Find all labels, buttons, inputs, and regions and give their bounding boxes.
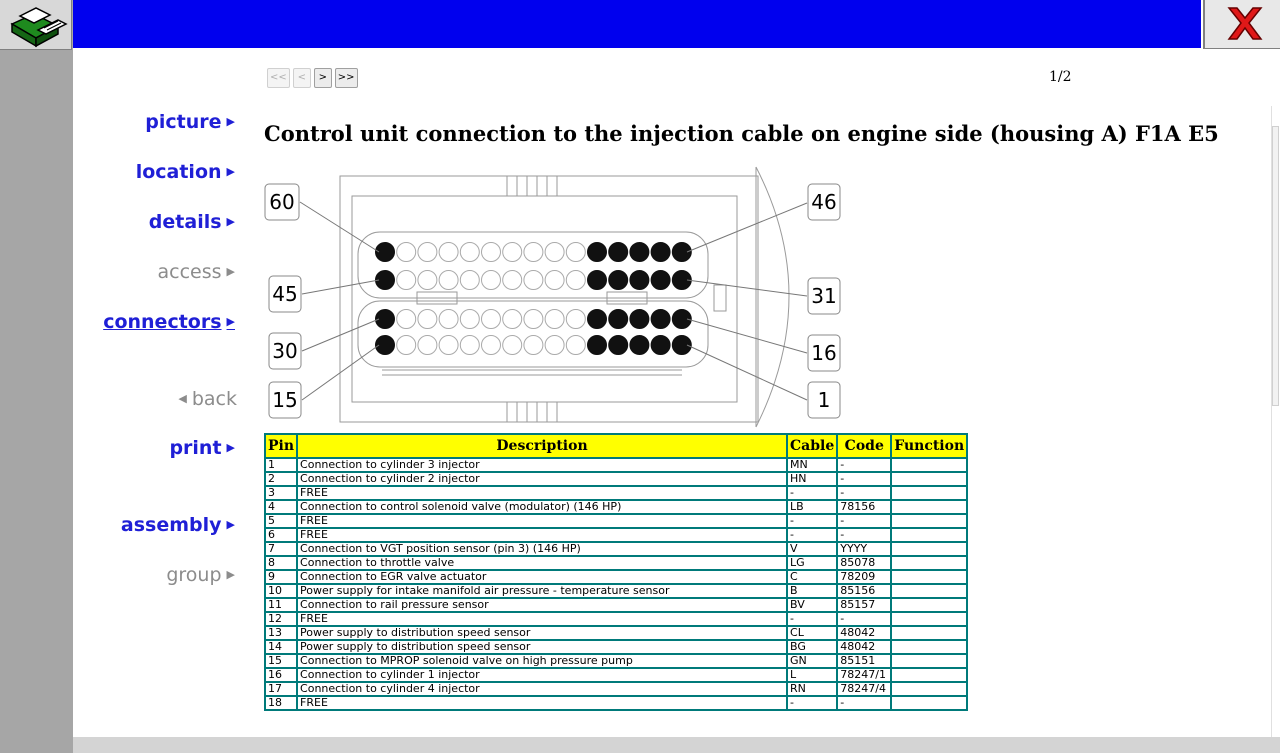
cell-description: Connection to control solenoid valve (modulator) (146 HP)	[297, 500, 787, 514]
cell-function	[891, 570, 967, 584]
col-cable: Cable	[787, 434, 837, 458]
cell-description: FREE	[297, 486, 787, 500]
cell-code: -	[837, 696, 891, 710]
cell-cable: RN	[787, 682, 837, 696]
cell-description: Connection to MPROP solenoid valve on high pressure pump	[297, 654, 787, 668]
table-row	[265, 528, 967, 542]
cell-cable: B	[787, 584, 837, 598]
cell-description: Connection to throttle valve	[297, 556, 787, 570]
cell-cable: HN	[787, 472, 837, 486]
col-function: Function	[891, 434, 967, 458]
cell-code: 48042	[837, 626, 891, 640]
cell-cable: -	[787, 486, 837, 500]
triangle-right-icon: ▶	[226, 568, 235, 581]
cell-function	[891, 640, 967, 654]
nav-label: location	[135, 161, 222, 183]
cell-pin: 17	[265, 682, 297, 696]
cell-code: -	[837, 472, 891, 486]
table-row	[265, 682, 967, 696]
cell-code: 85156	[837, 584, 891, 598]
cell-description: FREE	[297, 528, 787, 542]
table-row	[265, 556, 967, 570]
cell-pin: 16	[265, 668, 297, 682]
cell-pin: 11	[265, 598, 297, 612]
page-indicator: 1/2	[1049, 69, 1072, 85]
cell-function	[891, 654, 967, 668]
cell-description: FREE	[297, 612, 787, 626]
cell-description: FREE	[297, 514, 787, 528]
cell-function	[891, 472, 967, 486]
pin-label-15: 15	[272, 388, 298, 412]
pin-table	[264, 433, 968, 711]
cell-pin: 18	[265, 696, 297, 710]
cell-pin: 4	[265, 500, 297, 514]
cell-code: -	[837, 514, 891, 528]
table-header-row	[265, 434, 967, 458]
cell-code: 78247/1	[837, 668, 891, 682]
cell-pin: 13	[265, 626, 297, 640]
cell-cable: L	[787, 668, 837, 682]
cell-description: Connection to EGR valve actuator	[297, 570, 787, 584]
table-row	[265, 570, 967, 584]
page-title: Control unit connection to the injection cable on engine side (housing A) F1A E5	[264, 121, 1219, 146]
cell-cable: V	[787, 542, 837, 556]
cell-pin: 9	[265, 570, 297, 584]
prev-page-button[interactable]: <	[293, 68, 311, 88]
next-page-button[interactable]: >	[314, 68, 332, 88]
cell-function	[891, 668, 967, 682]
triangle-right-icon: ▶	[226, 215, 235, 228]
cell-cable: GN	[787, 654, 837, 668]
nav-label: details	[148, 211, 222, 233]
cell-function	[891, 682, 967, 696]
nav-label: picture	[145, 111, 222, 133]
cell-pin: 15	[265, 654, 297, 668]
nav-label: back	[191, 388, 237, 410]
triangle-right-icon: ▶	[226, 315, 235, 328]
pin-label-60: 60	[269, 190, 295, 214]
cell-cable: BG	[787, 640, 837, 654]
cell-pin: 7	[265, 542, 297, 556]
cell-code: 78209	[837, 570, 891, 584]
cell-function	[891, 514, 967, 528]
triangle-right-icon: ▶	[226, 518, 235, 531]
nav-label: assembly	[120, 514, 222, 536]
cell-cable: LB	[787, 500, 837, 514]
cell-code: 48042	[837, 640, 891, 654]
cell-function	[891, 612, 967, 626]
cell-code: -	[837, 528, 891, 542]
triangle-right-icon: ▶	[226, 441, 235, 454]
nav-label: print	[169, 437, 222, 459]
cell-description: Connection to rail pressure sensor	[297, 598, 787, 612]
triangle-right-icon: ▶	[226, 165, 235, 178]
cell-code: -	[837, 458, 891, 472]
cell-function	[891, 486, 967, 500]
table-row	[265, 640, 967, 654]
nav-label: group	[166, 564, 222, 586]
col-code: Code	[837, 434, 891, 458]
first-page-button[interactable]: <<	[267, 68, 290, 88]
table-row	[265, 542, 967, 556]
cell-function	[891, 500, 967, 514]
triangle-left-icon: ◀	[178, 392, 187, 405]
cell-pin: 6	[265, 528, 297, 542]
cell-description: Power supply to distribution speed sensor	[297, 640, 787, 654]
cell-pin: 5	[265, 514, 297, 528]
triangle-right-icon: ▶	[226, 115, 235, 128]
table-row	[265, 472, 967, 486]
col-pin: Pin	[265, 434, 297, 458]
cell-cable: -	[787, 696, 837, 710]
cell-description: Connection to cylinder 1 injector	[297, 668, 787, 682]
cell-code: -	[837, 612, 891, 626]
cell-pin: 2	[265, 472, 297, 486]
scrollbar-thumb[interactable]	[1272, 126, 1279, 406]
cell-description: Connection to cylinder 3 injector	[297, 458, 787, 472]
cell-function	[891, 528, 967, 542]
table-row	[265, 598, 967, 612]
cell-cable: C	[787, 570, 837, 584]
cell-description: Connection to cylinder 2 injector	[297, 472, 787, 486]
cell-cable: MN	[787, 458, 837, 472]
cell-cable: BV	[787, 598, 837, 612]
cell-description: Power supply for intake manifold air pressure - temperature sensor	[297, 584, 787, 598]
cell-function	[891, 598, 967, 612]
col-description: Description	[297, 434, 787, 458]
table-row	[265, 584, 967, 598]
pin-label-46: 46	[811, 190, 837, 214]
table-row	[265, 486, 967, 500]
nav-label: connectors	[103, 311, 222, 333]
cell-pin: 10	[265, 584, 297, 598]
horizontal-scrollbar[interactable]	[73, 737, 1280, 753]
table-row	[265, 500, 967, 514]
table-row	[265, 696, 967, 710]
pin-label-31: 31	[811, 284, 837, 308]
table-row	[265, 626, 967, 640]
cell-function	[891, 556, 967, 570]
cell-cable: -	[787, 612, 837, 626]
table-row	[265, 514, 967, 528]
triangle-right-icon: ▶	[226, 265, 235, 278]
cell-code: 85151	[837, 654, 891, 668]
table-row	[265, 654, 967, 668]
cell-function	[891, 584, 967, 598]
cell-pin: 12	[265, 612, 297, 626]
cell-function	[891, 626, 967, 640]
table-row	[265, 668, 967, 682]
cell-description: FREE	[297, 696, 787, 710]
cell-code: 78156	[837, 500, 891, 514]
cell-pin: 8	[265, 556, 297, 570]
cell-description: Power supply to distribution speed sensor	[297, 626, 787, 640]
cell-code: 78247/4	[837, 682, 891, 696]
cell-function	[891, 458, 967, 472]
table-row	[265, 612, 967, 626]
cell-code: YYYY	[837, 542, 891, 556]
last-page-button[interactable]: >>	[335, 68, 358, 88]
pin-label-1: 1	[817, 388, 831, 412]
cell-pin: 3	[265, 486, 297, 500]
cell-function	[891, 542, 967, 556]
pin-label-16: 16	[811, 341, 837, 365]
pin-label-45: 45	[272, 282, 298, 306]
cell-code: -	[837, 486, 891, 500]
cell-cable: LG	[787, 556, 837, 570]
pin-label-30: 30	[272, 339, 298, 363]
cell-description: Connection to VGT position sensor (pin 3) (146 HP)	[297, 542, 787, 556]
cell-pin: 14	[265, 640, 297, 654]
cell-cable: -	[787, 514, 837, 528]
cell-code: 85157	[837, 598, 891, 612]
cell-cable: -	[787, 528, 837, 542]
table-row	[265, 458, 967, 472]
cell-description: Connection to cylinder 4 injector	[297, 682, 787, 696]
cell-cable: CL	[787, 626, 837, 640]
cell-function	[891, 696, 967, 710]
cell-code: 85078	[837, 556, 891, 570]
nav-label: access	[157, 261, 222, 283]
cell-pin: 1	[265, 458, 297, 472]
